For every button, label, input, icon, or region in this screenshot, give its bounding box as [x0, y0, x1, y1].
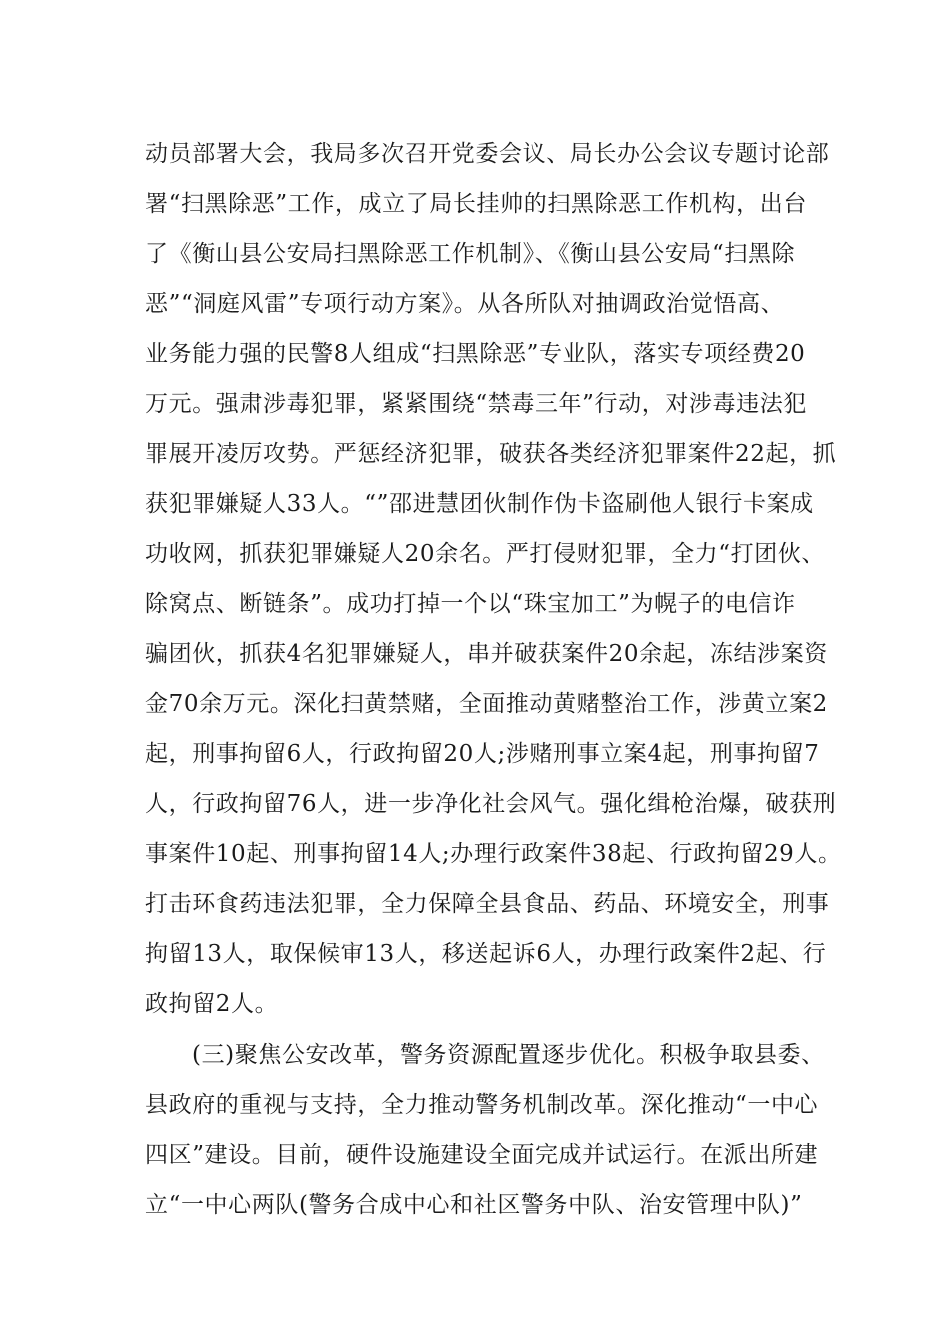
- body-text-line: 罪展开凌厉攻势。严惩经济犯罪，破获各类经济犯罪案件22起，抓: [145, 441, 837, 467]
- body-text-line: 万元。强肃涉毒犯罪，紧紧围绕“禁毒三年”行动，对涉毒违法犯: [145, 391, 807, 417]
- body-text-line: 人，行政拘留76人，进一步净化社会风气。强化缉枪治爆，破获刑: [145, 791, 837, 817]
- body-text-line: 县政府的重视与支持，全力推动警务机制改革。深化推动“一中心: [145, 1092, 819, 1118]
- body-text-line: 立“一中心两队(警务合成中心和社区警务中队、治安管理中队)”: [145, 1192, 803, 1218]
- body-text-line: 起，刑事拘留6人，行政拘留20人;涉赌刑事立案4起，刑事拘留7: [145, 741, 820, 767]
- body-text-line: 拘留13人，取保候审13人，移送起诉6人，办理行政案件2起、行: [145, 941, 827, 967]
- body-text-line: 事案件10起、刑事拘留14人;办理行政案件38起、行政拘留29人。: [145, 841, 842, 867]
- section-heading-line: (三)聚焦公安改革，警务资源配置逐步优化。积极争取县委、: [192, 1042, 825, 1068]
- body-text-line: 署“扫黑除恶”工作，成立了局长挂帅的扫黑除恶工作机构，出台: [145, 191, 807, 217]
- body-text-line: 动员部署大会，我局多次召开党委会议、局长办公会议专题讨论部: [145, 141, 830, 167]
- body-text-line: 功收网，抓获犯罪嫌疑人20余名。严打侵财犯罪，全力“打团伙、: [145, 541, 826, 567]
- body-text-line: 政拘留2人。: [145, 991, 279, 1017]
- body-text-line: 除窝点、断链条”。成功打掉一个以“珠宝加工”为幌子的电信诈: [145, 591, 796, 617]
- body-text-line: 四区”建设。目前，硬件设施建设全面完成并试运行。在派出所建: [145, 1142, 819, 1168]
- body-text-line: 金70余万元。深化扫黄禁赌，全面推动黄赌整治工作，涉黄立案2: [145, 691, 828, 717]
- body-text-line: 骗团伙，抓获4名犯罪嫌疑人，串并破获案件20余起，冻结涉案资: [145, 641, 828, 667]
- body-text-line: 打击环食药违法犯罪，全力保障全县食品、药品、环境安全，刑事: [145, 891, 830, 917]
- body-text-line: 恶”“洞庭风雷”专项行动方案》。从各所队对抽调政治觉悟高、: [145, 291, 785, 317]
- body-text-line: 业务能力强的民警8人组成“扫黑除恶”专业队，落实专项经费20: [145, 341, 806, 367]
- body-text-line: 获犯罪嫌疑人33人。“”邵进慧团伙制作伪卡盗刷他人银行卡案成: [145, 491, 814, 517]
- body-text-line: 了《衡山县公安局扫黑除恶工作机制》、《衡山县公安局“扫黑除: [145, 241, 796, 267]
